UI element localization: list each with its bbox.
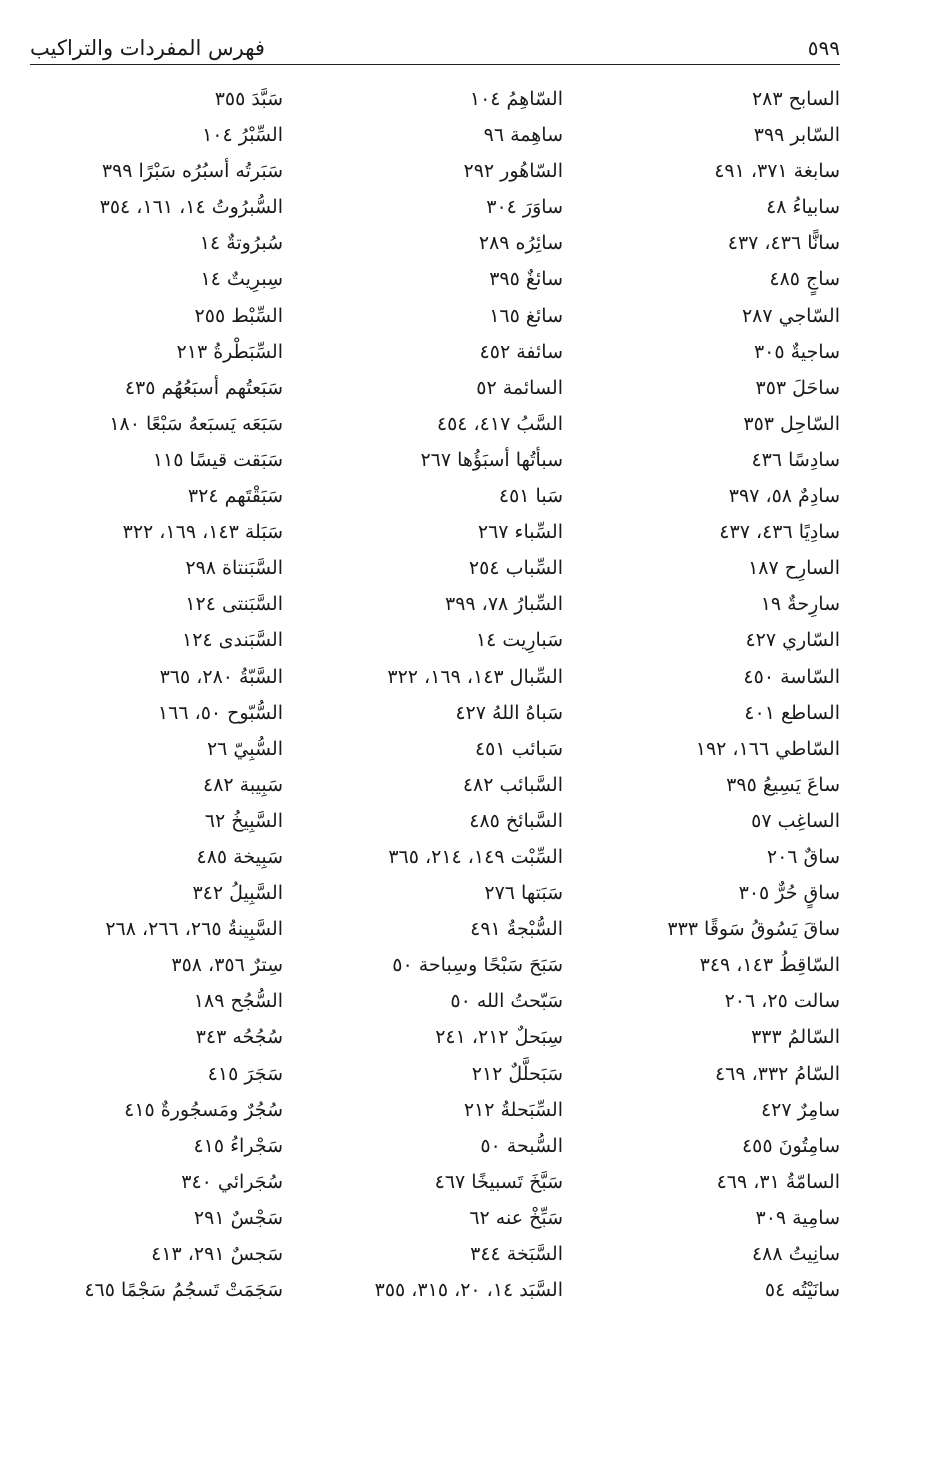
index-entry: السارِح ١٨٧ — [748, 557, 840, 580]
index-entry: السَّبَخة ٣٤٤ — [470, 1243, 563, 1265]
page-header — [30, 36, 840, 64]
index-entry: سابياءُ ٤٨ — [766, 196, 840, 219]
index-entry: سِترٌ ٣٥٦، ٣٥٨ — [171, 954, 283, 977]
index-entry: السَّبِينةُ ٢٦٥، ٢٦٦، ٢٦٨ — [105, 918, 283, 941]
index-entry: ساهِمة ٩٦ — [483, 124, 563, 147]
index-entry: السَّبِيخُ ٦٢ — [204, 809, 283, 832]
index-entry: سادِيًا ٤٣٦، ٤٣٧ — [719, 521, 840, 544]
index-entry: سادِمٌ ٥٨، ٣٩٧ — [728, 485, 840, 508]
page-number: ٥٩٩ — [807, 36, 840, 60]
index-entry: ساقٍ حُرٌّ ٣٠٥ — [738, 882, 840, 905]
index-entry: سبأتُها أسبَؤُها ٢٦٧ — [420, 448, 563, 471]
index-entry: السّالمُ ٣٣٣ — [751, 1026, 840, 1049]
index-entry: سائفة ٤٥٢ — [479, 340, 563, 363]
index-entry: ساحَلَ ٣٥٣ — [755, 376, 840, 399]
index-entry: السُّبّوح ٥٠، ١٦٦ — [157, 701, 283, 724]
index-entry: سَجسٌ ٢٩١، ٤١٣ — [151, 1243, 283, 1265]
index-entry: السَّبّةُ ٢٨٠، ٣٦٥ — [159, 665, 283, 688]
index-entry: سَبِيبة ٤٨٢ — [203, 773, 283, 796]
index-entry: سانَيْتُه ٥٤ — [764, 1279, 840, 1302]
index-entry: سائغٌ ٣٩٥ — [489, 268, 563, 291]
index-entry: ساقَ يَسُوقُ سَوقًا ٣٣٣ — [667, 918, 840, 941]
index-entry: سَبَرتُه أسبُرُه سَبْرًا ٣٩٩ — [101, 160, 283, 183]
index-entry: السَّبائخ ٤٨٥ — [469, 809, 563, 832]
index-entry: الساطع ٤٠١ — [744, 701, 840, 724]
index-entry: السِّبْرُ ١٠٤ — [202, 124, 283, 147]
index-entry: سانًّا ٤٣٦، ٤٣٧ — [727, 232, 840, 255]
index-entry: ساجيةٌ ٣٠٥ — [753, 340, 840, 363]
index-entry: سَبَعتُهم أسبَعُهُم ٤٣٥ — [124, 376, 283, 399]
index-entry: سَبّحتُ الله ٥٠ — [450, 990, 563, 1013]
index-entry: السّاطي ١٦٦، ١٩٢ — [695, 737, 840, 760]
index-entry: سَبِّخْ عنه ٦٢ — [469, 1206, 563, 1229]
index-entry: سَجَرَ ٤١٥ — [207, 1062, 283, 1085]
index-entry: السُّبحة ٥٠ — [480, 1134, 563, 1157]
index-entry: ساجٍ ٤٨٥ — [769, 268, 840, 291]
index-entry: سانِيتُ ٤٨٨ — [751, 1243, 840, 1265]
index-entry: سَبائب ٤٥١ — [474, 737, 563, 760]
index-entry: السَّبَد ١٤، ٢٠، ٣١٥، ٣٥٥ — [374, 1279, 563, 1302]
index-entry: السُّجُح ١٨٩ — [193, 990, 283, 1013]
index-entry: السّاهِمُ ١٠٤ — [469, 88, 563, 110]
index-entry: سَجْسٌ ٢٩١ — [193, 1206, 283, 1229]
index-entry: سامِرٌ ٤٢٧ — [760, 1098, 840, 1121]
index-entry: سُبرُوتةٌ ١٤ — [199, 232, 283, 255]
index-entry: السِّبارُ ٧٨، ٣٩٩ — [445, 593, 563, 616]
index-entry: سَبارِيت ١٤ — [475, 629, 563, 652]
index-entry: السّابر ٣٩٩ — [753, 124, 840, 147]
index-entry: سَبَلة ١٤٣، ١٦٩، ٣٢٢ — [122, 521, 283, 544]
index-entry: السّاري ٤٢٧ — [745, 629, 840, 652]
index-entry: السّاسة ٤٥٠ — [743, 665, 840, 688]
index-entry: السّامُ ٣٣٢، ٤٦٩ — [714, 1062, 840, 1085]
index-entry: سُجُرٌ ومَسجُورةٌ ٤١٥ — [124, 1098, 283, 1121]
index-entry: سائِرُه ٢٨٩ — [478, 232, 563, 255]
index-entry: السّاهُور ٢٩٢ — [463, 160, 563, 183]
index-entry: السُّبرُوتُ ١٤، ١٦١، ٣٥٤ — [99, 196, 283, 219]
index-entry: سُجَرائي ٣٤٠ — [181, 1170, 283, 1193]
index-entry: السَّبائب ٤٨٢ — [462, 773, 563, 796]
page-title: فهرس المفردات والتراكيب — [30, 36, 265, 60]
index-column-left — [84, 86, 283, 1313]
index-entry: السِّبَحلةُ ٢١٢ — [463, 1098, 563, 1121]
index-entry: السُّبْجةُ ٤٩١ — [470, 918, 563, 941]
index-entry: السامّةُ ٣١، ٤٦٩ — [716, 1170, 840, 1193]
index-entry: السِّبْت ١٤٩، ٢١٤، ٣٦٥ — [388, 845, 563, 868]
index-entry: السَّبَندى ١٢٤ — [182, 629, 283, 652]
index-entry: ساقٌ ٢٠٦ — [766, 845, 840, 868]
index-entry: السِّباء ٢٦٧ — [477, 521, 563, 544]
index-entry: السِّبال ١٤٣، ١٦٩، ٣٢٢ — [387, 665, 563, 688]
index-entry: سارِحةٌ ١٩ — [760, 593, 840, 616]
index-entry: السُّبِيّ ٢٦ — [206, 737, 283, 760]
index-entry: سَبَقت قيسًا ١١٥ — [152, 448, 283, 471]
index-entry: سَبَعَه يَسبَعهُ سَبْعًا ١٨٠ — [109, 412, 283, 435]
index-entry: سائغ ١٦٥ — [489, 304, 563, 327]
index-entry: سَبَقْتَهم ٣٢٤ — [187, 485, 283, 508]
index-entry: سَباهُ اللهُ ٤٢٧ — [455, 701, 563, 724]
index-entry: سَبَحلَّلٌ ٢١٢ — [471, 1062, 563, 1085]
index-entry: سَبَتها ٢٧٦ — [484, 882, 563, 905]
index-entry: السابح ٢٨٣ — [751, 88, 840, 110]
index-entry: السائمة ٥٢ — [476, 376, 563, 399]
index-entry: ساعَ يَسِيعُ ٣٩٥ — [726, 773, 840, 796]
index-entry: السِّبْط ٢٥٥ — [194, 304, 283, 327]
index-entry: سَجَمَتْ تَسجُمُ سَجْمًا ٤٦٥ — [84, 1279, 283, 1302]
index-entry: السِّباب ٢٥٤ — [468, 557, 563, 580]
index-entry: سَبا ٤٥١ — [498, 485, 563, 508]
index-entry: السَّبَنتاة ٢٩٨ — [185, 557, 283, 580]
index-entry: سامِتُونَ ٤٥٥ — [741, 1134, 840, 1157]
index-entry: السَّبُ ٤١٧، ٤٥٤ — [436, 412, 563, 435]
index-column-right — [667, 86, 840, 1313]
index-entry: السّاحِل ٣٥٣ — [743, 412, 840, 435]
index-entry: سالت ٢٥، ٢٠٦ — [724, 990, 840, 1013]
index-entry: سَبَّخَ تَسبيخًا ٤٦٧ — [434, 1170, 563, 1193]
index-column-middle — [375, 86, 563, 1313]
header-rule — [30, 64, 840, 65]
index-entry: سامِية ٣٠٩ — [755, 1206, 840, 1229]
index-entry: سَجْراءُ ٤١٥ — [193, 1134, 283, 1157]
index-entry: الساغِب ٥٧ — [751, 809, 840, 832]
index-entry: السَّبَنتى ١٢٤ — [185, 593, 283, 616]
index-entry: سابغة ٣٧١، ٤٩١ — [714, 160, 840, 183]
index-entry: سَبِيخة ٤٨٥ — [196, 845, 283, 868]
index-entry: سِبَحلٌ ٢١٢، ٢٤١ — [435, 1026, 563, 1049]
index-entry: سَبَحَ سَبْحًا وسِباحة ٥٠ — [392, 954, 563, 977]
index-entry: سَبَّدَ ٣٥٥ — [214, 88, 283, 110]
index-entry: سُجُحُه ٣٤٣ — [195, 1026, 283, 1049]
index-entry: ساوَرَ ٣٠٤ — [486, 196, 563, 219]
index-entry: سادِسًا ٤٣٦ — [751, 448, 840, 471]
index-entry: السِّبَطْرةُ ٢١٣ — [176, 340, 283, 363]
index-entry: السّاجي ٢٨٧ — [741, 304, 840, 327]
index-entry: السَّبِيلُ ٣٤٢ — [192, 882, 283, 905]
index-entry: السّاقِطُ ١٤٣، ٣٤٩ — [699, 954, 840, 977]
index-entry: سِبرِيتٌ ١٤ — [200, 268, 283, 291]
